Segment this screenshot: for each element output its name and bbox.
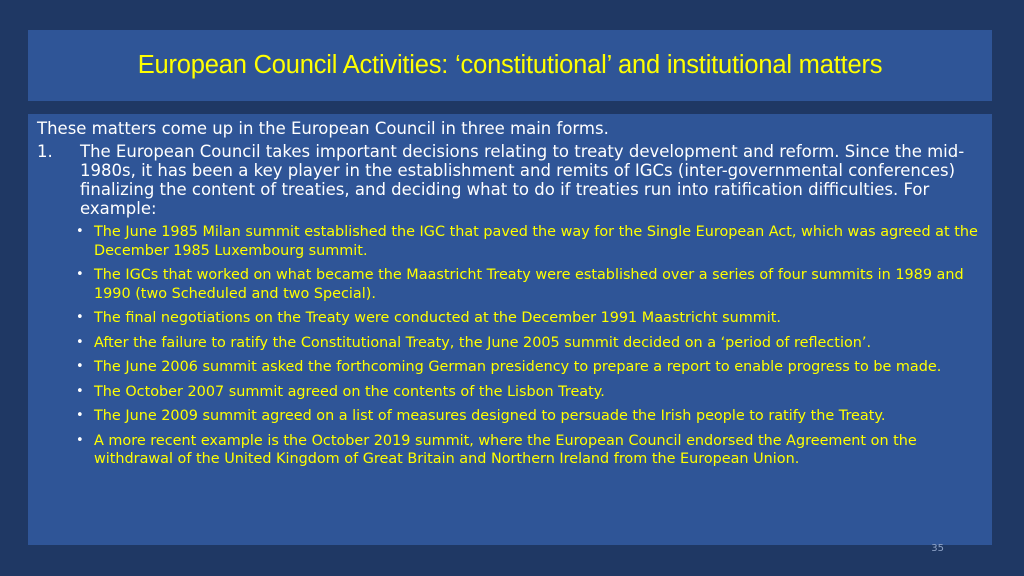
numbered-point: [37, 142, 986, 218]
example-text: The June 1985 Milan summit established the IGC that paved the way for the Single European Act, which was agreed at the December 1985 Luxembourg summit.: [94, 224, 978, 259]
slide-title: European Council Activities: ‘constitutional’ and institutional matters: [137, 51, 883, 79]
list-item: [75, 432, 986, 469]
content-panel: [28, 114, 992, 545]
example-text: The October 2007 summit agreed on the contents of the Lisbon Treaty.: [94, 383, 605, 400]
list-item: [75, 334, 986, 353]
examples-list: [37, 223, 986, 469]
list-item: [75, 383, 986, 402]
intro-text: These matters come up in the European Council in three main forms.: [37, 119, 609, 138]
example-text: After the failure to ratify the Constitutional Treaty, the June 2005 summit decided on a ‘period of reflection’.: [94, 334, 872, 351]
bullet-icon: •: [76, 310, 84, 325]
point-number: 1.: [37, 142, 53, 161]
point-text: The European Council takes important decisions relating to treaty development and reform. Since the mid-1980s, it has been a key player in the establishment and remits of IGCs (inter-governmental conferences) finalizing the content of treaties, and deciding what to do if treaties run into ratification difficulties. For example:: [80, 142, 965, 218]
example-text: The final negotiations on the Treaty were conducted at the December 1991 Maastricht summit.: [94, 310, 782, 326]
list-item: [75, 407, 986, 426]
bullet-icon: •: [76, 359, 84, 374]
title-bar: [28, 30, 992, 101]
list-item: [75, 223, 986, 260]
example-text: A more recent example is the October 2019 summit, where the European Council endorsed the Agreement on the withdrawal of the United Kingdom of Great Britain and Northern Ireland from the European Union.: [94, 432, 917, 467]
list-item: [75, 358, 986, 377]
list-item: [75, 266, 986, 303]
bullet-icon: •: [76, 224, 84, 239]
bullet-icon: •: [76, 408, 84, 423]
list-item: [75, 309, 986, 328]
bullet-icon: •: [76, 432, 84, 448]
example-text: The IGCs that worked on what became the Maastricht Treaty were established over a series of four summits in 1989 and 1990 (two Scheduled and two Special).: [94, 267, 964, 302]
page-number: 35: [931, 543, 944, 554]
bullet-icon: •: [76, 383, 84, 399]
example-text: The June 2009 summit agreed on a list of measures designed to persuade the Irish people to ratify the Treaty.: [94, 408, 886, 424]
example-text: The June 2006 summit asked the forthcoming German presidency to prepare a report to enable progress to be made.: [94, 359, 942, 375]
bullet-icon: •: [76, 267, 84, 282]
bullet-icon: •: [76, 334, 84, 350]
